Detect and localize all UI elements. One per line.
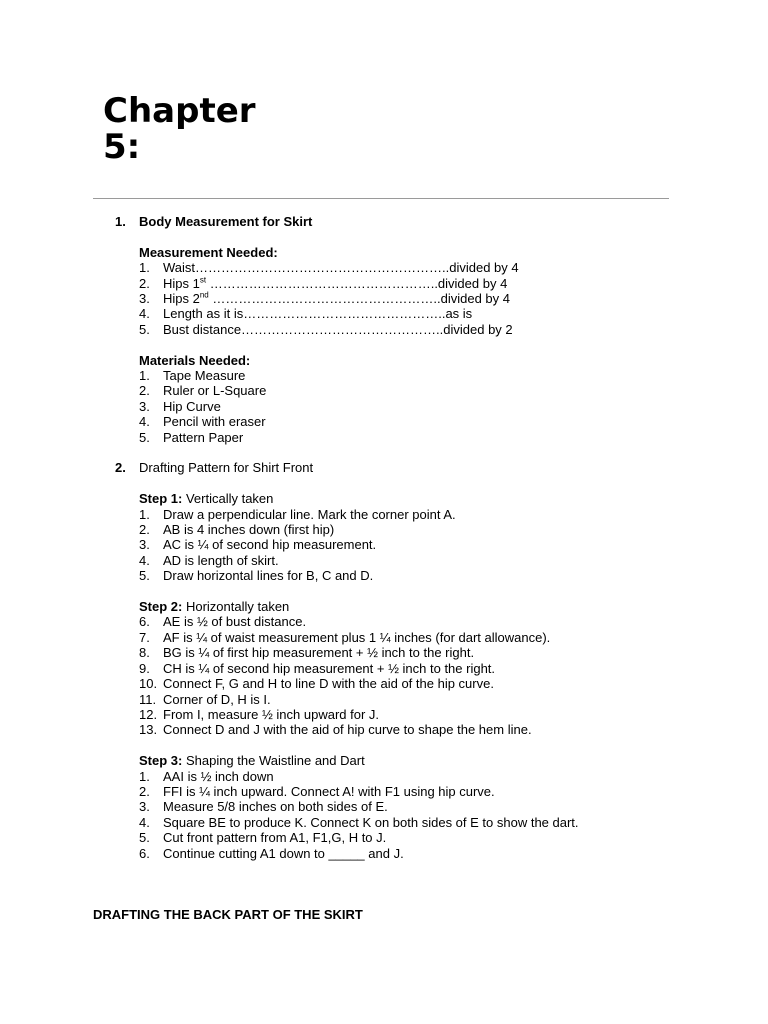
section-2-number: 2. [115, 460, 126, 476]
list-item [0, 722, 768, 737]
step-2-list [0, 614, 768, 737]
list-item [0, 537, 768, 552]
list-item [0, 383, 768, 398]
item-number: 6. [139, 614, 150, 630]
item-number: 4. [139, 552, 150, 568]
item-text: Draw horizontal lines for B, C and D. [163, 568, 374, 584]
materials-heading: Materials Needed: [139, 352, 251, 368]
item-text: Hips 1 [163, 275, 200, 291]
item-text: Length as it is………………………………………..as is [163, 306, 473, 322]
step-description: Shaping the Waistline and Dart [182, 753, 365, 769]
item-number: 1. [139, 368, 150, 384]
chapter-title: Chapter 5: [103, 93, 256, 167]
section-2-title: Drafting Pattern for Shirt Front [139, 460, 314, 476]
item-number: 2. [139, 275, 150, 291]
list-item [0, 322, 768, 337]
section-1-heading [0, 214, 768, 229]
item-number: 4. [139, 414, 150, 430]
item-text: Draw a perpendicular line. Mark the corner point A. [163, 506, 456, 522]
item-number: 5. [139, 830, 150, 846]
item-number: 3. [139, 398, 150, 414]
list-item [0, 368, 768, 383]
list-item [0, 645, 768, 660]
list-item [0, 276, 768, 291]
header-divider [93, 198, 669, 199]
ordinal-suffix: st [199, 275, 207, 285]
list-item [0, 414, 768, 429]
list-item [0, 614, 768, 629]
measurement-list [0, 260, 768, 337]
item-number: 3. [139, 799, 150, 815]
step-1-heading [0, 491, 768, 506]
item-number: 1. [139, 506, 150, 522]
list-item [0, 630, 768, 645]
item-text: AAI is ½ inch down [163, 768, 274, 784]
measurement-heading: Measurement Needed: [139, 244, 278, 260]
item-text: Hips 2 [163, 291, 200, 307]
item-number: 2. [139, 383, 150, 399]
item-number: 2. [139, 783, 150, 799]
item-text: Measure 5/8 inches on both sides of E. [163, 799, 388, 815]
list-item [0, 692, 768, 707]
step-description: Horizontally taken [182, 599, 290, 615]
back-part-heading: DRAFTING THE BACK PART OF THE SKIRT [93, 907, 363, 922]
item-number: 3. [139, 291, 150, 307]
list-item [0, 784, 768, 799]
list-item [0, 799, 768, 814]
item-text: Pattern Paper [163, 429, 244, 445]
item-text: Hip Curve [163, 398, 221, 414]
item-number: 12. [139, 706, 158, 722]
item-text: FFI is ¼ inch upward. Connect A! with F1 using hip curve. [163, 783, 495, 799]
list-item [0, 291, 768, 306]
item-number: 5. [139, 568, 150, 584]
step-2-heading [0, 599, 768, 614]
list-item [0, 830, 768, 845]
item-text-rest: ……………………………………………..divided by 4 [206, 275, 508, 291]
item-text: AB is 4 inches down (first hip) [163, 522, 335, 538]
item-number: 4. [139, 814, 150, 830]
step-label: Step 3: [139, 753, 183, 769]
item-text-rest: ……………………………………………..divided by 4 [208, 291, 510, 307]
list-item [0, 846, 768, 861]
list-item [0, 661, 768, 676]
step-label: Step 2: [139, 599, 183, 615]
item-number: 7. [139, 629, 150, 645]
item-number: 11. [139, 691, 157, 707]
item-number: 10. [139, 676, 158, 692]
item-text: AD is length of skirt. [163, 552, 279, 568]
item-text: Connect D and J with the aid of hip curve to shape the hem line. [163, 722, 532, 738]
item-text: Waist…………………………………………………..divided by 4 [163, 260, 519, 276]
materials-list [0, 368, 768, 445]
item-text: AE is ½ of bust distance. [163, 614, 307, 630]
section-2-heading [0, 460, 768, 475]
document-body [0, 214, 768, 861]
item-text: CH is ¼ of second hip measurement + ½ inch to the right. [163, 660, 496, 676]
item-number: 3. [139, 537, 150, 553]
ordinal-suffix: nd [199, 290, 209, 300]
item-text: Cut front pattern from A1, F1,G, H to J. [163, 830, 387, 846]
item-number: 9. [139, 660, 150, 676]
list-item [0, 507, 768, 522]
list-item [0, 399, 768, 414]
list-item [0, 707, 768, 722]
item-number: 1. [139, 260, 150, 276]
item-text: AF is ¼ of waist measurement plus 1 ¼ inches (for dart allowance). [163, 629, 551, 645]
item-text: Pencil with eraser [163, 414, 266, 430]
item-number: 8. [139, 645, 150, 661]
item-text: Continue cutting A1 down to _____ and J. [163, 845, 404, 861]
item-text: BG is ¼ of first hip measurement + ½ inch to the right. [163, 645, 475, 661]
item-text: Bust distance………………………………………..divided by 2 [163, 321, 513, 337]
list-item [0, 676, 768, 691]
item-number: 6. [139, 845, 150, 861]
list-item [0, 568, 768, 583]
item-text: Square BE to produce K. Connect K on both sides of E to show the dart. [163, 814, 579, 830]
list-item [0, 769, 768, 784]
item-text: AC is ¼ of second hip measurement. [163, 537, 377, 553]
section-1-title: Body Measurement for Skirt [139, 214, 313, 229]
item-number: 13. [139, 722, 158, 738]
step-1-list [0, 507, 768, 584]
item-text: Corner of D, H is I. [163, 691, 271, 707]
list-item [0, 430, 768, 445]
item-number: 5. [139, 321, 150, 337]
item-number: 5. [139, 429, 150, 445]
item-text: Ruler or L-Square [163, 383, 267, 399]
list-item [0, 522, 768, 537]
item-number: 1. [139, 768, 150, 784]
list-item [0, 553, 768, 568]
item-number: 4. [139, 306, 150, 322]
item-number: 2. [139, 522, 150, 538]
section-1-number: 1. [115, 214, 126, 229]
list-item [0, 815, 768, 830]
step-label: Step 1: [139, 491, 183, 507]
item-text: Tape Measure [163, 368, 246, 384]
step-3-heading [0, 753, 768, 768]
item-text: From I, measure ½ inch upward for J. [163, 706, 380, 722]
step-3-list [0, 769, 768, 861]
list-item [0, 260, 768, 275]
step-description: Vertically taken [182, 491, 274, 507]
list-item [0, 306, 768, 321]
item-text: Connect F, G and H to line D with the aid of the hip curve. [163, 676, 494, 692]
